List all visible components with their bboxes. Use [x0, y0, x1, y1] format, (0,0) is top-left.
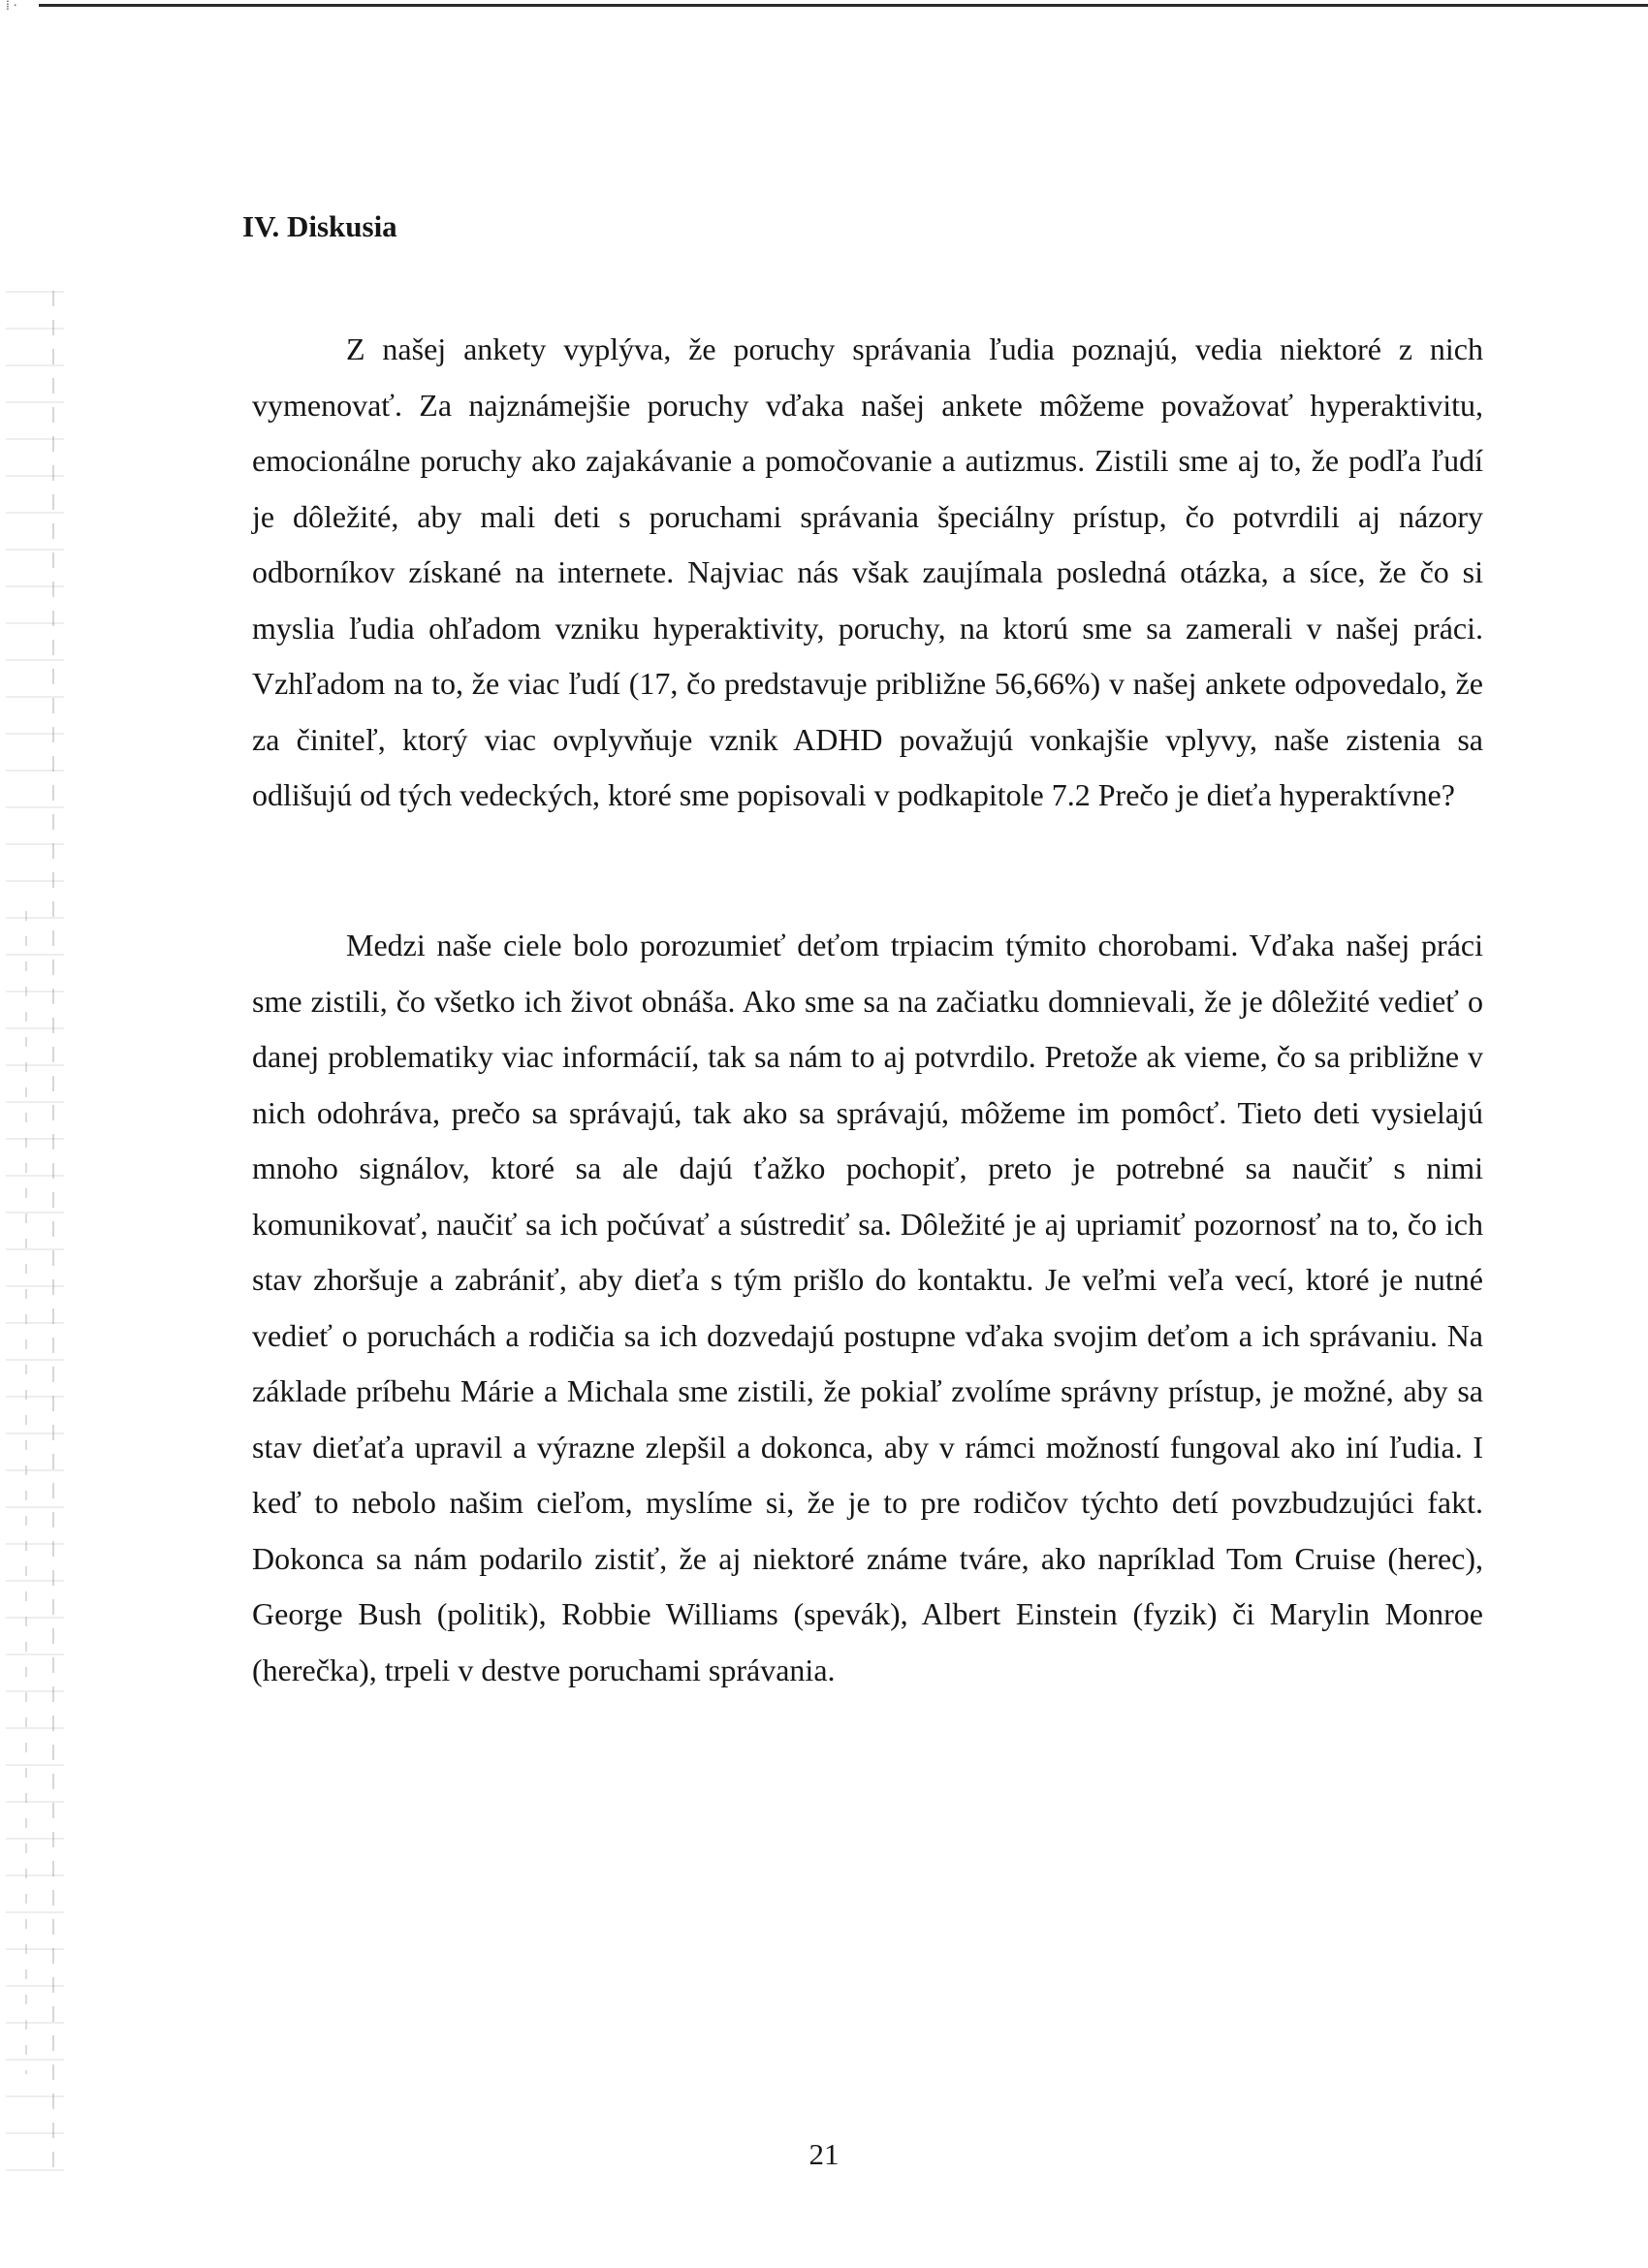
paragraph-survey-results: Z našej ankety vyplýva, že poruchy správania ľudia poznajú, vedia niektoré z nich vymenovať. Za najznámejšie poruchy vďaka našej ankete môžeme považovať hyperaktivitu, emocionálne poruchy ako zajakávanie a pomočovanie a autizmus. Zistili sme aj to, že podľa ľudí je dôležité, aby mali deti s poruchami správania špeciálny prístup, čo potvrdili aj názory odborníkov získané na internete. Najviac nás však zaujímala posledná otázka, a síce, že čo si myslia ľudia ohľadom vzniku hyperaktivity, poruchy, na ktorú sme sa zamerali v našej práci. Vzhľadom na to, že viac ľudí (17, čo predstavuje približne 56,66%) v našej ankete odpovedalo, že za činiteľ, ktorý viac ovplyvňuje vznik ADHD považujú vonkajšie vplyvy, naše zistenia sa odlišujú od tých vedeckých, ktoré sme popisovali v podkapitole 7.2 Prečo je dieťa hyperaktívne?	[252, 331, 1483, 812]
scan-corner-mark: ⁞ ·	[6, 0, 18, 14]
paragraph-goals-conclusions: Medzi naše ciele bolo porozumieť deťom trpiacim týmito chorobami. Vďaka našej práci sme zistili, čo všetko ich život obnáša. Ako sme sa na začiatku domnievali, že je dôležité vedieť o danej problematiky viac informácií, tak sa nám to aj potvrdilo. Pretože ak vieme, čo sa približne v nich odohráva, prečo sa správajú, tak ako sa správajú, môžeme im pomôcť. Tieto deti vysielajú mnoho signálov, ktoré sa ale dajú ťažko pochopiť, preto je potrebné sa naučiť s nimi komunikovať, naučiť sa ich počúvať a sústrediť sa. Dôležité je aj upriamiť pozornosť na to, čo ich stav zhoršuje a zabrániť, aby dieťa s tým prišlo do kontaktu. Je veľmi veľa vecí, ktoré je nutné vedieť o poruchách a rodičia sa ich dozvedajú postupne vďaka svojim deťom a ich správaniu. Na základe príbehu Márie a Michala sme zistili, že pokiaľ zvolíme správny prístup, je možné, aby sa stav dieťaťa upravil a výrazne zlepšil a dokonca, aby v rámci možností fungoval ako iní ľudia. I keď to nebolo našim cieľom, myslíme si, že je to pre rodičov týchto detí povzbudzujúci fakt. Dokonca sa nám podarilo zistiť, že aj niektoré známe tváre, ako napríklad Tom Cruise (herec), George Bush (politik), Robbie Williams (spevák), Albert Einstein (fyzik) či Marylin Monroe (herečka), trpeli v destve poruchami správania.	[252, 928, 1483, 1687]
scan-top-border-line	[39, 4, 1648, 7]
scan-left-edge-artifacts	[6, 291, 64, 2181]
section-heading: IV. Diskusia	[242, 209, 397, 243]
page-number: 21	[808, 2137, 840, 2171]
